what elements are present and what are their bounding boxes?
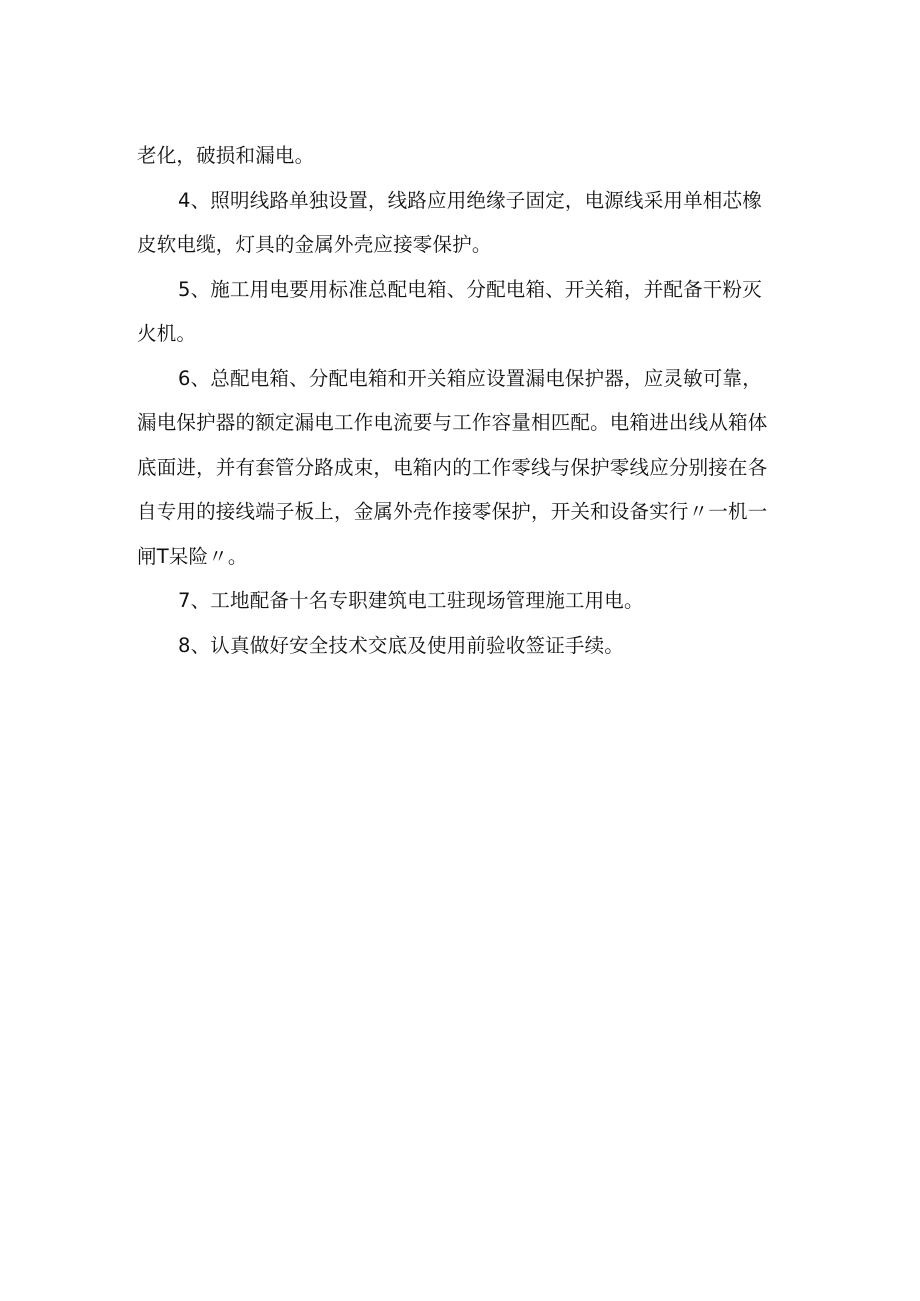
text-line: 漏电保护器的额定漏电工作电流要与工作容量相匹配。电箱进出线从箱体 (137, 411, 768, 434)
paragraph-item-5 (137, 268, 787, 357)
text-line: 老化，破损和漏电。 (137, 144, 315, 167)
text-line: 7、工地配备十名专职建筑电工驻现场管理施工用电。 (178, 589, 644, 612)
text-line: 皮软电缆，灯具的金属外壳应接零保护。 (137, 233, 492, 256)
text-line: 6、总配电箱、分配电箱和开关箱应设置漏电保护器，应灵敏可靠， (178, 366, 762, 390)
paragraph-item-4 (137, 179, 787, 268)
text-line: 4、照明线路单独设置，线路应用绝缘子固定，电源线采用单相芯橡 (178, 188, 762, 212)
paragraph-item-6 (137, 357, 787, 580)
document-body (137, 134, 787, 668)
text-line: 底面进，并有套管分路成束，电箱内的工作零线与保护零线应分别接在各 (137, 455, 768, 479)
paragraph-item-7 (137, 579, 787, 624)
paragraph-item-8 (137, 624, 787, 669)
text-line: 闸T呆险〃。 (137, 544, 248, 568)
text-line: 5、施工用电要用标准总配电箱、分配电箱、开关箱，并配备干粉灭 (178, 277, 762, 301)
text-line: 8、认真做好安全技术交底及使用前验收签证手续。 (178, 633, 625, 657)
text-line: 自专用的接线端子板上，金属外壳作接零保护，开关和设备实行〃一机一 (137, 500, 768, 523)
text-line: 火机。 (137, 322, 197, 345)
paragraph-continuation (137, 134, 787, 179)
